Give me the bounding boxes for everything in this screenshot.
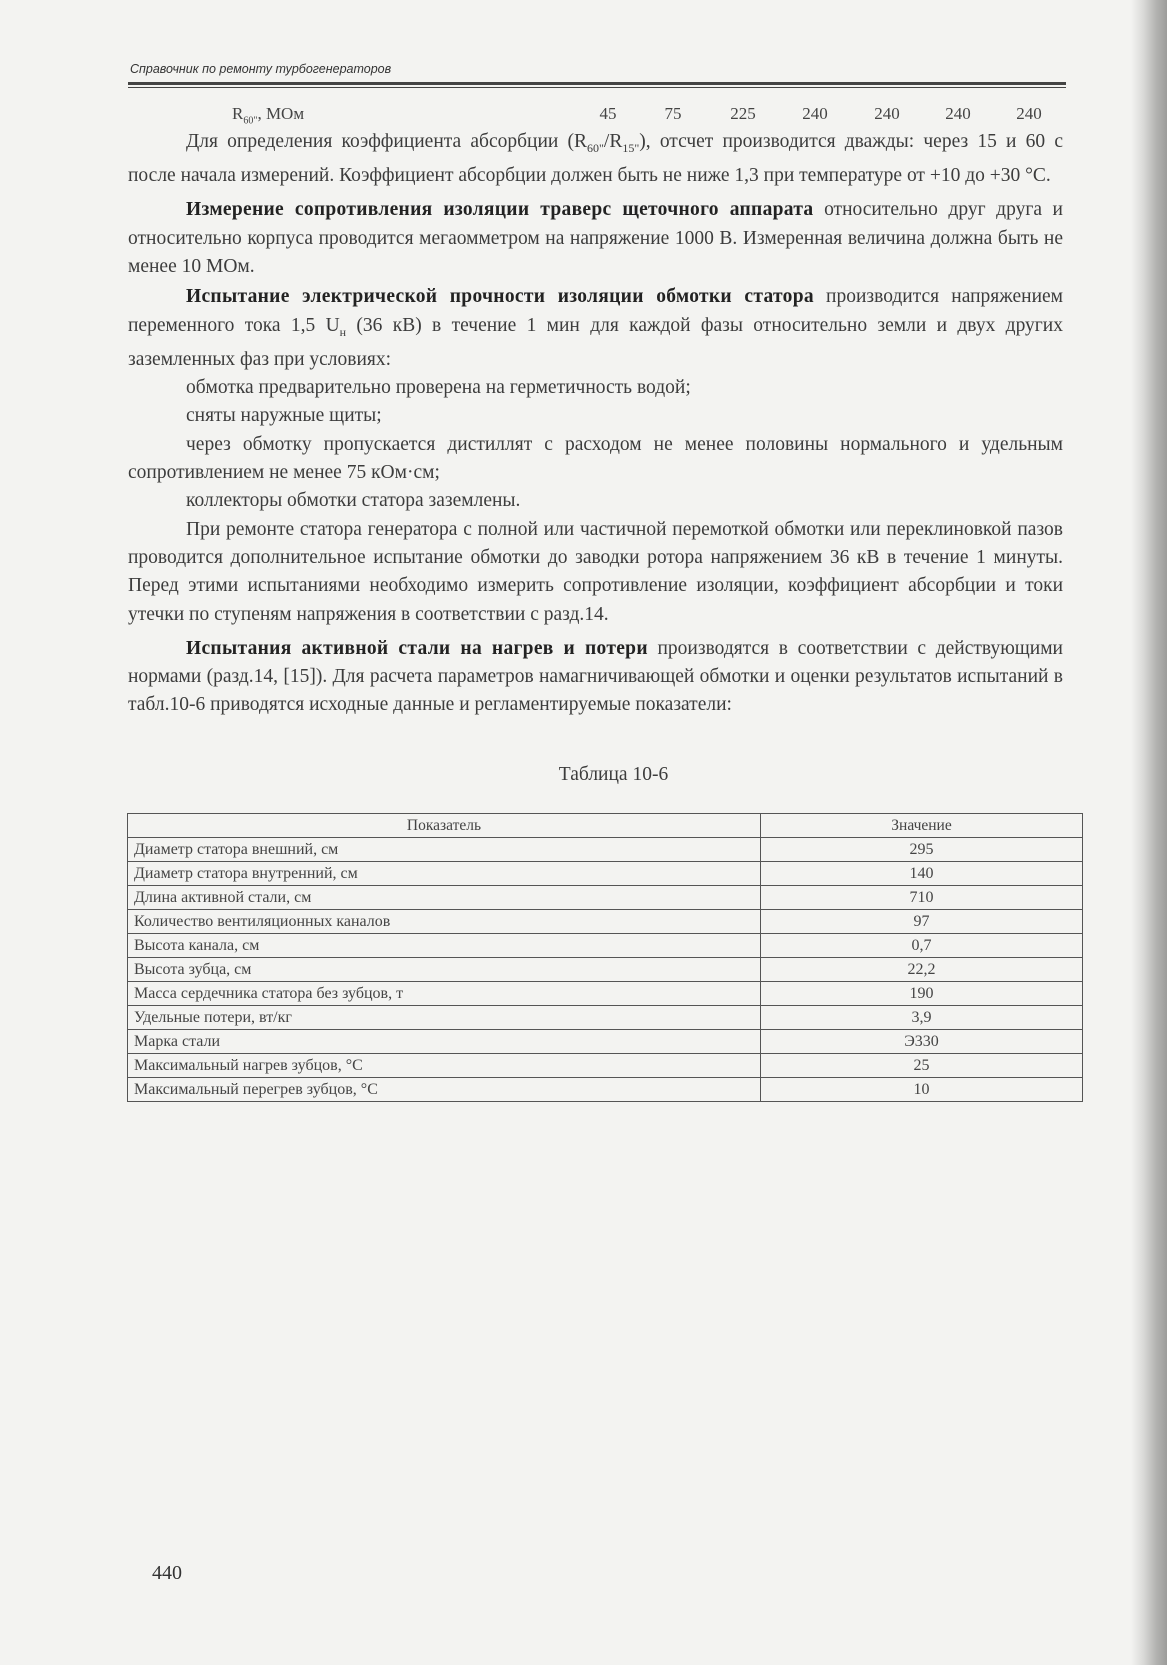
page-number: 440 xyxy=(152,1562,182,1584)
paragraph-steel xyxy=(128,635,1063,720)
indicator-cell: Диаметр статора внутренний, см xyxy=(128,862,761,886)
r60-value: 45 xyxy=(599,104,617,123)
indicator-cell: Количество вентиляционных каналов xyxy=(128,910,761,934)
r60-row xyxy=(0,104,1167,128)
spec-table xyxy=(127,813,1083,1102)
value-cell: 25 xyxy=(761,1054,1083,1078)
indicator-cell: Высота канала, см xyxy=(128,934,761,958)
indicator-cell: Масса сердечника статора без зубцов, т xyxy=(128,982,761,1006)
table-row xyxy=(128,934,1083,958)
r60-label xyxy=(232,104,304,126)
value-cell: 190 xyxy=(761,982,1083,1006)
steel-text: производятся в соответствии с действующими нормами (разд.14, [15]). Для расчета параметров намагничивающей обмотки и оценки результатов испытаний в табл.10-6 приводятся исходные данные и регламентируемые показатели: xyxy=(128,637,1063,716)
column-header-value: Значение xyxy=(761,814,1083,838)
paragraph-traverse xyxy=(128,196,1063,281)
table-row xyxy=(128,1006,1083,1030)
table-row xyxy=(128,910,1083,934)
traverse-heading: Измерение сопротивления изоляции траверс щеточного аппарата xyxy=(186,199,814,221)
indicator-cell: Диаметр статора внешний, см xyxy=(128,838,761,862)
traverse-text: относительно друг друга и относительно корпуса проводится мегаомметром на напряжение 1000 В. Измеренная величина должна быть не менее 10 МОм. xyxy=(128,199,1063,278)
header-rule xyxy=(128,82,1066,88)
r60-value: 240 xyxy=(945,104,971,123)
condition-item: обмотка предварительно проверена на герметичность водой; xyxy=(186,377,691,399)
indicator-cell: Максимальный перегрев зубцов, °С xyxy=(128,1078,761,1102)
condition-item: через обмотку пропускается дистиллят с расходом не менее половины нормального и удельным сопротивлением не менее 75 кОм·см; xyxy=(128,433,1063,484)
value-cell: 0,7 xyxy=(761,934,1083,958)
indicator-cell: Марка стали xyxy=(128,1030,761,1054)
value-cell: 10 xyxy=(761,1078,1083,1102)
stator-test-text-2: (36 кВ) в течение 1 мин для каждой фазы относительно земли и двух других заземленных фаз при условиях: xyxy=(128,314,1063,370)
r60-value: 75 xyxy=(664,104,682,123)
value-cell: 295 xyxy=(761,838,1083,862)
value-cell: 140 xyxy=(761,862,1083,886)
paragraph-stator-test xyxy=(128,283,1063,374)
table-header-row xyxy=(128,814,1083,838)
table-row xyxy=(128,1078,1083,1102)
table-row xyxy=(128,838,1083,862)
r60-label-sub: 60" xyxy=(243,115,258,127)
table-row xyxy=(128,1030,1083,1054)
indicator-cell: Высота зубца, см xyxy=(128,958,761,982)
table-title: Таблица 10-6 xyxy=(558,764,669,785)
scan-page-edge xyxy=(1131,0,1167,1665)
body-text xyxy=(128,128,1063,720)
condition-item: сняты наружные щиты; xyxy=(186,405,382,427)
value-cell: 22,2 xyxy=(761,958,1083,982)
paragraph-absorption xyxy=(128,128,1063,190)
indicator-cell: Удельные потери, вт/кг xyxy=(128,1006,761,1030)
stator-test-heading: Испытание электрической прочности изоляции обмотки статора xyxy=(186,286,814,308)
r60-label-unit: , МОм xyxy=(257,104,305,123)
paragraph-repair: При ремонте статора генератора с полной или частичной перемоткой обмотки или переклиновкой пазов проводится дополнительное испытание обмотки до заводки ротора напряжением 36 кВ в течение 1 минуты. Перед этими испытаниями необходимо измерить сопротивление изоляции, коэффициент абсорбции и токи утечки по ступеням напряжения в соответствии с разд.14. xyxy=(128,518,1063,625)
r60-value: 225 xyxy=(730,104,756,123)
value-cell: 710 xyxy=(761,886,1083,910)
table-row xyxy=(128,982,1083,1006)
stator-test-text-1: производится напряжением переменного тока 1,5 U xyxy=(128,286,1063,336)
condition-item: коллекторы обмотки статора заземлены. xyxy=(186,490,521,512)
r60-value: 240 xyxy=(802,104,828,123)
indicator-cell: Максимальный нагрев зубцов, °С xyxy=(128,1054,761,1078)
table-row xyxy=(128,886,1083,910)
table-row xyxy=(128,958,1083,982)
absorption-text-1: Для определения коэффициента абсорбции (R xyxy=(186,131,588,152)
absorption-text-3: ), отсчет производится дважды: через 15 и 60 с после начала измерений. Коэффициент абсорбции должен быть не ниже 1,3 при температуре от +10 до +30 °С. xyxy=(128,131,1063,187)
absorption-sub-1: 60" xyxy=(587,140,604,155)
value-cell: 3,9 xyxy=(761,1006,1083,1030)
table-row xyxy=(128,1054,1083,1078)
indicator-cell: Длина активной стали, см xyxy=(128,886,761,910)
steel-heading: Испытания активной стали на нагрев и потери xyxy=(186,637,648,659)
stator-test-sub: н xyxy=(339,324,347,339)
column-header-indicator: Показатель xyxy=(128,814,761,838)
absorption-text-2: /R xyxy=(603,131,623,152)
absorption-sub-2: 15" xyxy=(622,140,640,155)
r60-label-main: R xyxy=(232,104,244,123)
table-row xyxy=(128,862,1083,886)
value-cell: 97 xyxy=(761,910,1083,934)
running-head: Справочник по ремонту турбогенераторов xyxy=(130,62,392,76)
value-cell: Э330 xyxy=(761,1030,1083,1054)
r60-value: 240 xyxy=(874,104,900,123)
r60-value: 240 xyxy=(1016,104,1042,123)
